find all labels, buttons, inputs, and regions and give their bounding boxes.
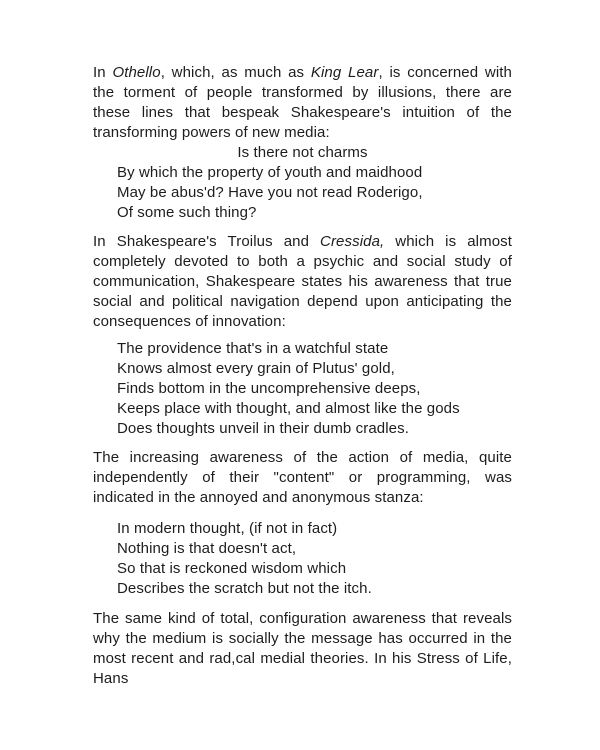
text-segment: , which, as much as — [160, 64, 311, 81]
verse-line: In modern thought, (if not in fact) — [117, 520, 338, 537]
verse-line: The providence that's in a watchful state — [117, 340, 389, 357]
italic-text-segment: Cressida, — [320, 233, 385, 250]
text-segment: The same kind of total, configuration awareness that reveals why the medium is socially the message has occurred in the most recent and rad,cal medial theories. In his Stress of Life, Hans — [93, 610, 512, 687]
verse-block — [93, 519, 512, 599]
verse-line: Knows almost every grain of Plutus' gold, — [117, 360, 395, 377]
verse-line: So that is reckoned wisdom which — [117, 560, 347, 577]
verse-line: By which the property of youth and maidhood — [117, 164, 423, 181]
verse-line: May be abus'd? Have you not read Roderigo, — [117, 184, 423, 201]
verse-line: Of some such thing? — [117, 204, 257, 221]
paragraph — [93, 609, 512, 689]
paragraph — [93, 232, 512, 332]
text-segment: In — [93, 64, 113, 81]
verse-line: Is there not charms — [237, 144, 368, 161]
text-segment: In Shakespeare's Troilus and — [93, 233, 321, 250]
verse-line: Describes the scratch but not the itch. — [117, 580, 372, 597]
paragraph — [93, 63, 512, 143]
paragraph — [93, 448, 512, 508]
verse-block — [93, 143, 512, 223]
italic-text-segment: Othello — [112, 64, 161, 81]
verse-block — [93, 339, 512, 439]
italic-text-segment: King Lear — [310, 64, 379, 81]
text-segment: The increasing awareness of the action of media, quite independently of their "content" or programming, was indicated in the annoyed and anonymous stanza: — [93, 449, 512, 506]
text-segment: which is almost completely devoted to both a psychic and social study of communication, Shakespeare states his awareness that true social and political navigation depend upon anticipating the consequences of innovation: — [93, 233, 512, 330]
verse-line: Nothing is that doesn't act, — [117, 540, 297, 557]
verse-line: Keeps place with thought, and almost like the gods — [117, 400, 460, 417]
verse-line: Does thoughts unveil in their dumb cradles. — [117, 420, 409, 437]
document-body — [93, 63, 512, 689]
verse-line: Finds bottom in the uncomprehensive deeps, — [117, 380, 421, 397]
text-segment: , is concerned with the torment of people transformed by illusions, there are these lines that bespeak Shakespeare's intuition of the transforming powers of new media: — [93, 64, 512, 141]
